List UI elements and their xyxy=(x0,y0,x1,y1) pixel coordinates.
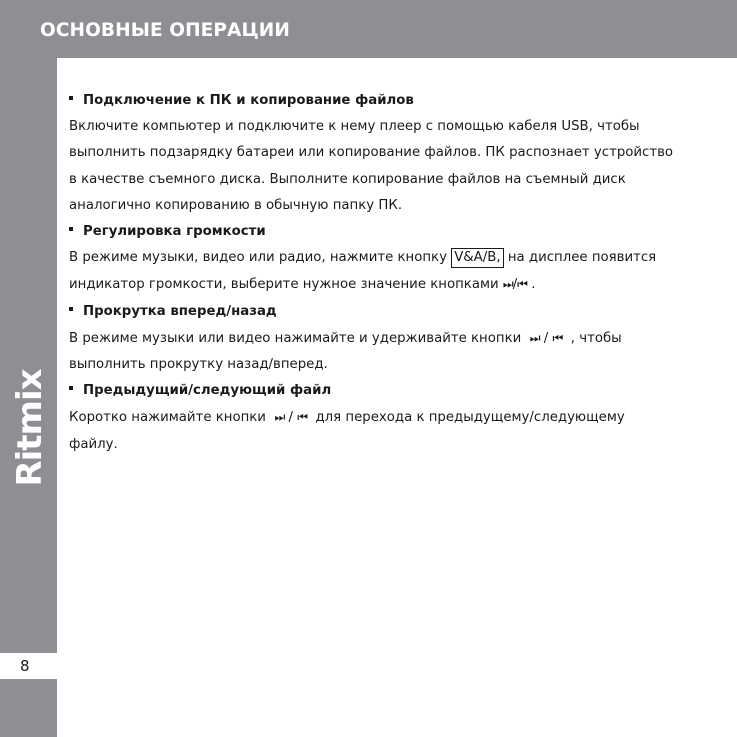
volume-key-label: V&A/B, xyxy=(451,248,503,268)
page-header xyxy=(0,0,737,58)
paragraph-line: в качестве съемного диска. Выполните копирование файлов на съемный диск xyxy=(69,171,626,187)
paragraph-line: аналогично копированию в обычную папку ПК. xyxy=(69,197,403,213)
separator: / xyxy=(288,410,293,426)
bullet-icon xyxy=(69,307,73,311)
section-title-volume: Регулировка громкости xyxy=(69,219,729,245)
paragraph-line: файлу. xyxy=(69,436,118,452)
next-track-icon: ⏭ xyxy=(274,410,285,425)
separator: / xyxy=(512,277,518,293)
section-title-pc-connection: Подключение к ПК и копирование файлов xyxy=(69,88,729,114)
bullet-icon xyxy=(69,96,73,100)
paragraph-line: Включите компьютер и подключите к нему плеер с помощью кабеля USB, чтобы xyxy=(69,119,640,135)
separator: / xyxy=(543,330,549,346)
paragraph-line: выполнить прокрутку назад/вперед. xyxy=(69,357,328,373)
page-number: 8 xyxy=(20,657,30,675)
sidebar-band xyxy=(0,58,57,737)
paragraph-line: Коротко нажимайте кнопки ⏭ / ⏮ для перехода к предыдущему/следующему xyxy=(69,410,625,426)
brand-logo: Ritmix xyxy=(10,369,50,487)
paragraph-line: индикатор громкости, выберите нужное значение кнопками ⏭/⏮ . xyxy=(69,277,536,293)
paragraph-line: выполнить подзарядку батареи или копирование файлов. ПК распознает устройство xyxy=(69,145,674,161)
next-track-icon: ⏭ xyxy=(529,330,540,345)
section-title-prev-next: Предыдущий/следующий файл xyxy=(69,378,729,404)
bullet-icon xyxy=(69,227,73,231)
page-title: ОСНОВНЫЕ ОПЕРАЦИИ xyxy=(40,20,290,41)
section-title-scroll: Прокрутка вперед/назад xyxy=(69,299,729,325)
main-content xyxy=(69,88,729,458)
next-track-icon: ⏭ xyxy=(502,277,513,292)
paragraph-line: В режиме музыки, видео или радио, нажмите кнопку V&A/B, на дисплее появится xyxy=(69,245,729,271)
prev-track-icon: ⏮ xyxy=(552,330,563,345)
bullet-icon xyxy=(69,386,73,390)
prev-track-icon: ⏮ xyxy=(297,410,308,425)
prev-track-icon: ⏮ xyxy=(517,277,527,292)
paragraph-line: В режиме музыки или видео нажимайте и удерживайте кнопки ⏭ / ⏮ , чтобы xyxy=(69,330,622,346)
